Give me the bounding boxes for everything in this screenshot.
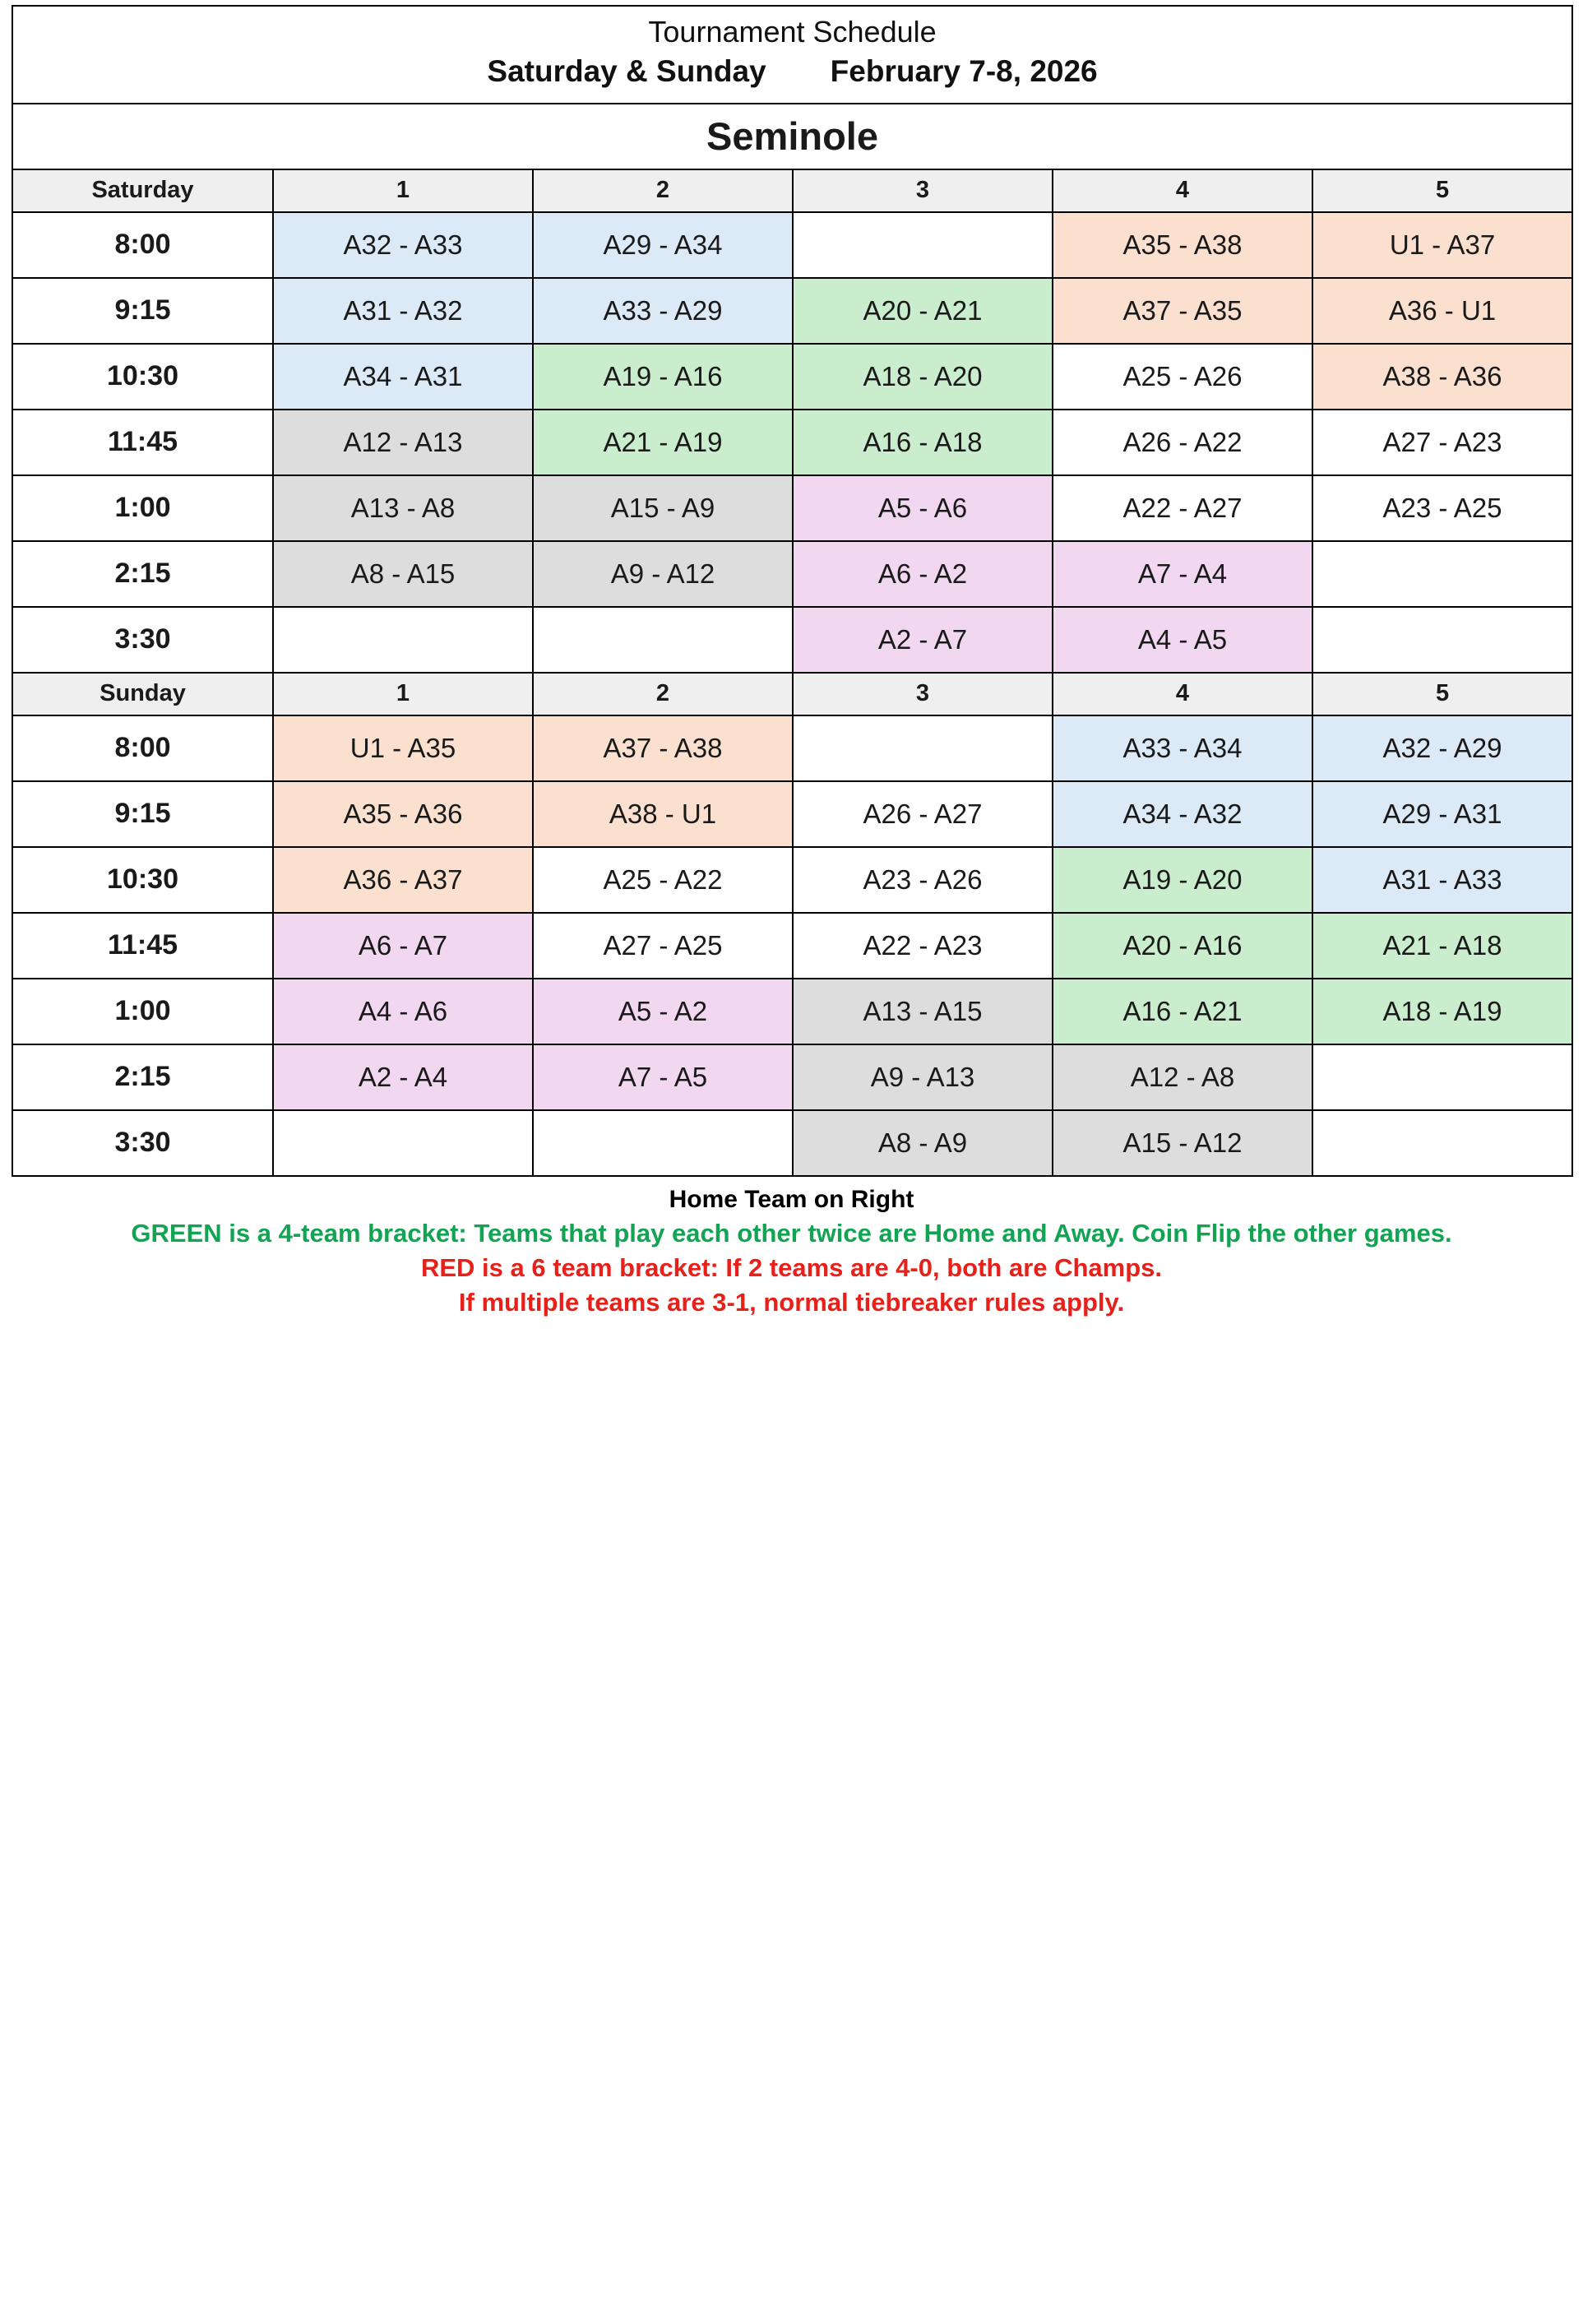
court-header: 4 <box>1053 673 1312 715</box>
page-title: Tournament Schedule <box>648 15 937 49</box>
game-cell: A4 - A5 <box>1053 607 1312 673</box>
game-cell: A34 - A31 <box>273 344 533 410</box>
table-row <box>12 913 1572 979</box>
game-cell: A27 - A25 <box>533 913 793 979</box>
table-row <box>12 1110 1572 1176</box>
game-cell: A13 - A15 <box>793 979 1053 1044</box>
court-header: 5 <box>1312 673 1572 715</box>
game-cell: A23 - A26 <box>793 847 1053 913</box>
game-cell: A21 - A19 <box>533 410 793 475</box>
game-cell: A18 - A20 <box>793 344 1053 410</box>
table-row <box>12 410 1572 475</box>
time-slot: 11:45 <box>12 410 273 475</box>
game-cell: A20 - A21 <box>793 278 1053 344</box>
game-cell <box>793 212 1053 278</box>
day-header-sunday: Sunday <box>12 673 273 715</box>
game-cell: A18 - A19 <box>1312 979 1572 1044</box>
day-header-saturday: Saturday <box>12 169 273 212</box>
game-cell: A32 - A29 <box>1312 715 1572 781</box>
court-header: 2 <box>533 169 793 212</box>
title-block <box>12 6 1572 104</box>
game-cell: A31 - A33 <box>1312 847 1572 913</box>
court-header: 5 <box>1312 169 1572 212</box>
game-cell: A15 - A12 <box>1053 1110 1312 1176</box>
game-cell <box>793 715 1053 781</box>
game-cell: A12 - A8 <box>1053 1044 1312 1110</box>
game-cell: A21 - A18 <box>1312 913 1572 979</box>
game-cell <box>1312 1044 1572 1110</box>
days-label: Saturday & Sunday <box>487 54 766 89</box>
game-cell: A15 - A9 <box>533 475 793 541</box>
game-cell: A38 - U1 <box>533 781 793 847</box>
game-cell: A8 - A9 <box>793 1110 1053 1176</box>
date-line <box>13 53 1571 90</box>
game-cell: U1 - A35 <box>273 715 533 781</box>
game-cell: A20 - A16 <box>1053 913 1312 979</box>
game-cell: A29 - A31 <box>1312 781 1572 847</box>
game-cell: A16 - A21 <box>1053 979 1312 1044</box>
game-cell: A5 - A6 <box>793 475 1053 541</box>
game-cell: A25 - A22 <box>533 847 793 913</box>
game-cell: A7 - A5 <box>533 1044 793 1110</box>
game-cell: A32 - A33 <box>273 212 533 278</box>
footer-green-bracket-note: GREEN is a 4-team bracket: Teams that play each other twice are Home and Away. Coin Flip the other games. <box>131 1219 1452 1248</box>
game-cell: A7 - A4 <box>1053 541 1312 607</box>
tournament-schedule-table <box>12 5 1573 1177</box>
game-cell: A22 - A23 <box>793 913 1053 979</box>
table-row <box>12 344 1572 410</box>
table-row <box>12 541 1572 607</box>
table-row <box>12 781 1572 847</box>
court-header: 1 <box>273 169 533 212</box>
game-cell: A19 - A20 <box>1053 847 1312 913</box>
game-cell: A4 - A6 <box>273 979 533 1044</box>
game-cell: A23 - A25 <box>1312 475 1572 541</box>
dates-label: February 7-8, 2026 <box>830 54 1098 89</box>
game-cell: A8 - A15 <box>273 541 533 607</box>
venue-name: Seminole <box>12 104 1572 169</box>
time-slot: 2:15 <box>12 541 273 607</box>
game-cell: A6 - A7 <box>273 913 533 979</box>
game-cell: A2 - A7 <box>793 607 1053 673</box>
table-row <box>12 607 1572 673</box>
game-cell <box>1312 1110 1572 1176</box>
table-row <box>12 475 1572 541</box>
game-cell: A25 - A26 <box>1053 344 1312 410</box>
footer-home-team-note: Home Team on Right <box>669 1185 914 1213</box>
time-slot: 10:30 <box>12 847 273 913</box>
game-cell: A37 - A38 <box>533 715 793 781</box>
game-cell <box>533 1110 793 1176</box>
game-cell <box>273 1110 533 1176</box>
game-cell <box>273 607 533 673</box>
game-cell: A12 - A13 <box>273 410 533 475</box>
table-row <box>12 212 1572 278</box>
game-cell: A6 - A2 <box>793 541 1053 607</box>
time-slot: 8:00 <box>12 715 273 781</box>
time-slot: 10:30 <box>12 344 273 410</box>
game-cell: A5 - A2 <box>533 979 793 1044</box>
footer-notes <box>12 1177 1571 1320</box>
court-header: 4 <box>1053 169 1312 212</box>
court-header: 1 <box>273 673 533 715</box>
time-slot: 9:15 <box>12 781 273 847</box>
game-cell: A37 - A35 <box>1053 278 1312 344</box>
game-cell: A38 - A36 <box>1312 344 1572 410</box>
game-cell <box>533 607 793 673</box>
court-header: 2 <box>533 673 793 715</box>
game-cell <box>1312 607 1572 673</box>
game-cell: A16 - A18 <box>793 410 1053 475</box>
game-cell: A19 - A16 <box>533 344 793 410</box>
game-cell: A27 - A23 <box>1312 410 1572 475</box>
court-header: 3 <box>793 673 1053 715</box>
game-cell: A34 - A32 <box>1053 781 1312 847</box>
table-row <box>12 715 1572 781</box>
game-cell: A2 - A4 <box>273 1044 533 1110</box>
game-cell: A29 - A34 <box>533 212 793 278</box>
game-cell: A26 - A22 <box>1053 410 1312 475</box>
game-cell: A33 - A34 <box>1053 715 1312 781</box>
time-slot: 9:15 <box>12 278 273 344</box>
game-cell: A35 - A36 <box>273 781 533 847</box>
time-slot: 11:45 <box>12 913 273 979</box>
game-cell: A9 - A12 <box>533 541 793 607</box>
time-slot: 2:15 <box>12 1044 273 1110</box>
table-row <box>12 1044 1572 1110</box>
table-row <box>12 847 1572 913</box>
game-cell: A33 - A29 <box>533 278 793 344</box>
game-cell: A9 - A13 <box>793 1044 1053 1110</box>
table-row <box>12 979 1572 1044</box>
court-header: 3 <box>793 169 1053 212</box>
game-cell: A35 - A38 <box>1053 212 1312 278</box>
game-cell: U1 - A37 <box>1312 212 1572 278</box>
game-cell: A22 - A27 <box>1053 475 1312 541</box>
game-cell: A36 - U1 <box>1312 278 1572 344</box>
footer-red-bracket-note-2: If multiple teams are 3-1, normal tiebreaker rules apply. <box>458 1287 1125 1317</box>
game-cell: A13 - A8 <box>273 475 533 541</box>
time-slot: 8:00 <box>12 212 273 278</box>
time-slot: 3:30 <box>12 607 273 673</box>
time-slot: 3:30 <box>12 1110 273 1176</box>
footer-red-bracket-note-1: RED is a 6 team bracket: If 2 teams are 4-0, both are Champs. <box>420 1253 1163 1283</box>
table-row <box>12 278 1572 344</box>
game-cell: A26 - A27 <box>793 781 1053 847</box>
game-cell: A31 - A32 <box>273 278 533 344</box>
game-cell: A36 - A37 <box>273 847 533 913</box>
game-cell <box>1312 541 1572 607</box>
time-slot: 1:00 <box>12 475 273 541</box>
time-slot: 1:00 <box>12 979 273 1044</box>
